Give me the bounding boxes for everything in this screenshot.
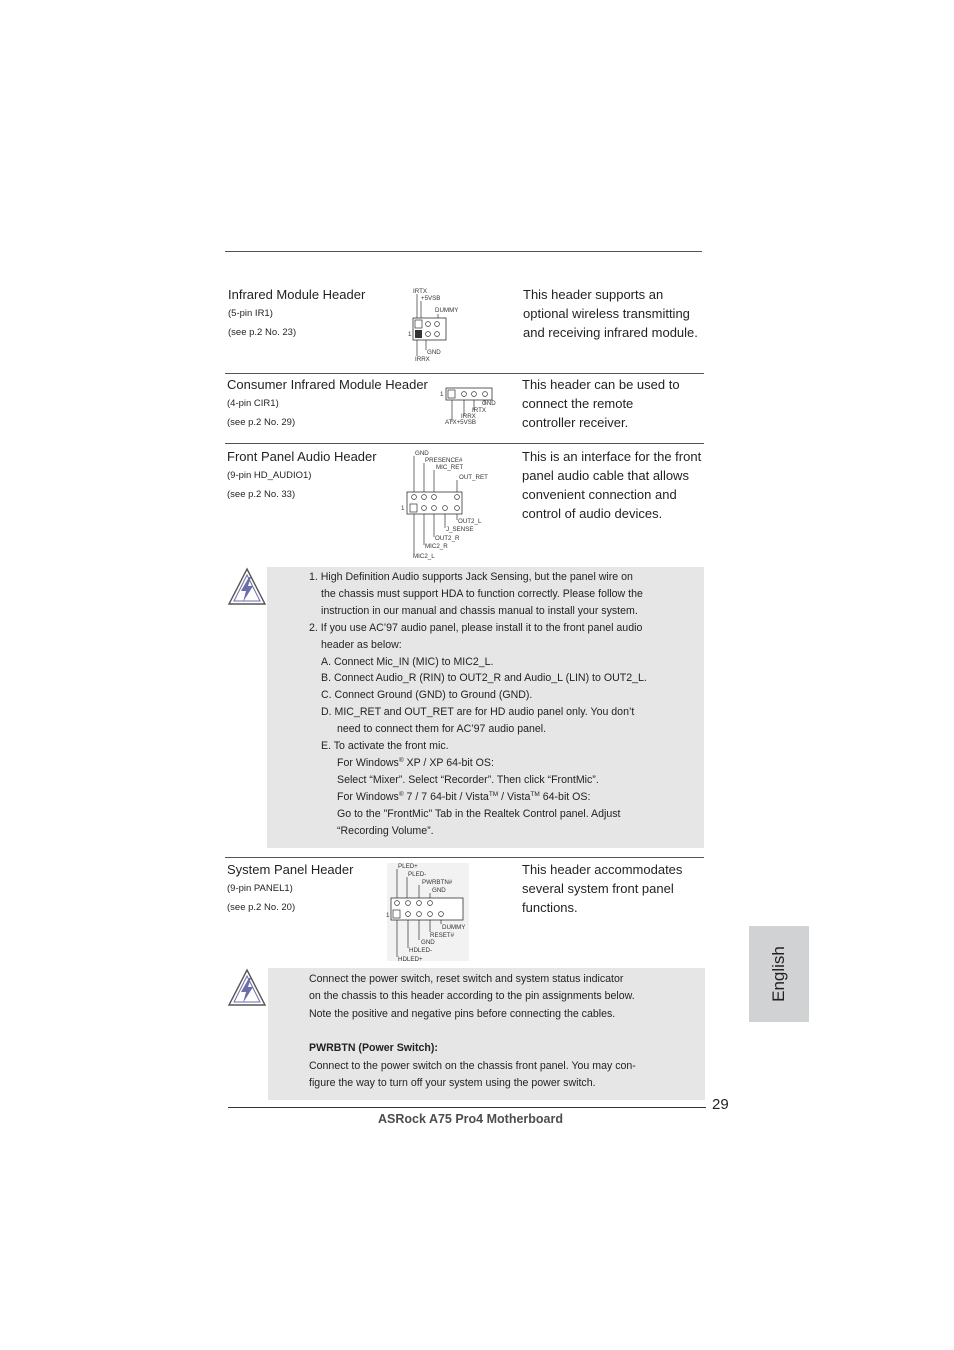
cir-header-desc <box>522 375 680 432</box>
pin-label: IRTX <box>413 288 427 295</box>
warning-triangle-icon <box>227 567 267 607</box>
desc-line: optional wireless transmitting <box>523 306 690 321</box>
desc-line: connect the remote <box>522 396 634 411</box>
note-line: E. To activate the front mic. <box>321 740 449 753</box>
desc-line: several system front panel <box>522 881 674 896</box>
note-line: on the chassis to this header according to the pin assignments below. <box>309 990 635 1003</box>
note-line <box>309 789 647 806</box>
note-line: C. Connect Ground (GND) to Ground (GND). <box>321 689 533 702</box>
pin-label: DUMMY <box>442 924 466 931</box>
note-line: 2. If you use AC’97 audio panel, please install it to the front panel audio <box>309 621 643 634</box>
trademark-mark: TM <box>530 790 540 798</box>
pin-label: GND <box>427 349 441 356</box>
top-rule <box>225 251 702 252</box>
cir-header-title: Consumer Infrared Module Header <box>227 377 428 392</box>
note-text: XP / XP 64-bit OS: <box>403 756 494 769</box>
panel-note-text <box>309 971 636 1092</box>
note-text: For Windows <box>337 790 399 803</box>
pin-label: PRESENCE# <box>425 457 463 464</box>
ir-header-desc <box>523 285 698 342</box>
language-tab-label: English <box>769 946 788 1002</box>
panel-pin-diagram <box>384 860 474 964</box>
desc-line: This header can be used to <box>522 377 680 392</box>
audio-header-ref: (see p.2 No. 33) <box>227 489 296 500</box>
ir-header-ref: (see p.2 No. 23) <box>228 327 297 338</box>
desc-line: This header supports an <box>523 287 664 302</box>
pin-label: OUT2_R <box>435 535 460 542</box>
pin-label: 1 <box>401 505 405 512</box>
panel-header-title: System Panel Header <box>227 862 354 877</box>
pin-label: OUT2_L <box>458 518 482 525</box>
section-rule <box>225 443 704 444</box>
page-number: 29 <box>712 1096 729 1113</box>
desc-line: This header accommodates <box>522 862 683 877</box>
ir-header-pins: (5-pin IR1) <box>228 308 273 319</box>
pin-label: IRTX <box>472 407 486 414</box>
pin-label: MIC2_L <box>413 553 435 560</box>
note-heading: PWRBTN (Power Switch): <box>309 1042 438 1055</box>
audio-header-desc <box>522 447 701 523</box>
warning-triangle-icon <box>227 968 267 1008</box>
cir-header-pins: (4-pin CIR1) <box>227 398 279 409</box>
note-text: 64-bit OS: <box>539 790 591 803</box>
desc-line: and receiving infrared module. <box>523 325 698 340</box>
note-line: D. MIC_RET and OUT_RET are for HD audio panel only. You don’t <box>321 706 635 719</box>
note-line: 1. High Definition Audio supports Jack Sensing, but the panel wire on <box>309 571 633 583</box>
section-rule <box>225 857 704 858</box>
note-spacer <box>309 1023 636 1040</box>
pin-label: J_SENSE <box>446 526 474 533</box>
cir-pin-diagram <box>438 384 504 430</box>
registered-mark: ® <box>398 790 404 798</box>
pin-label: PWRBTN# <box>422 879 453 886</box>
pin-label: MIC_RET <box>436 464 464 471</box>
desc-line: This is an interface for the front <box>522 449 702 464</box>
pin-label: DUMMY <box>435 307 459 314</box>
pin-label: 1 <box>386 912 390 919</box>
pin-label: HDLED+ <box>398 956 423 963</box>
audio-header-title: Front Panel Audio Header <box>227 449 377 464</box>
footer-rule <box>228 1107 706 1108</box>
ir-pin-diagram <box>405 284 475 364</box>
desc-line: convenient connection and <box>522 487 677 502</box>
pin-label: GND <box>482 400 496 407</box>
audio-note-text <box>309 569 647 840</box>
pin-label: MIC2_R <box>425 543 448 550</box>
footer-product-name: ASRock A75 Pro4 Motherboard <box>378 1112 563 1126</box>
note-line: Go to the "FrontMic" Tab in the Realtek Control panel. Adjust <box>337 807 621 820</box>
pin-label: +5VSB <box>421 295 441 302</box>
panel-header-desc <box>522 860 682 917</box>
desc-line: control of audio devices. <box>522 506 663 521</box>
pin-label: GND <box>415 450 429 457</box>
pin-label: IRRX <box>415 356 430 363</box>
pin-label: PLED- <box>408 871 427 878</box>
cir-header-ref: (see p.2 No. 29) <box>227 417 296 428</box>
note-line: Connect to the power switch on the chassis front panel. You may con- <box>309 1059 636 1072</box>
desc-line: controller receiver. <box>522 415 629 430</box>
note-text: For Windows <box>337 756 399 769</box>
trademark-mark: TM <box>488 790 499 798</box>
note-text: / Vista <box>498 790 531 803</box>
pin-label: GND <box>432 887 446 894</box>
note-line: figure the way to turn off your system using the power switch. <box>309 1077 596 1090</box>
section-rule <box>225 373 704 374</box>
note-line: instruction in our manual and chassis manual to install your system. <box>321 604 638 617</box>
pin-label: 1 <box>408 331 412 338</box>
pin-label: OUT_RET <box>459 474 488 481</box>
pin-label: PLED+ <box>398 863 418 870</box>
registered-mark: ® <box>398 756 404 764</box>
pin-label: RESET# <box>430 932 455 939</box>
note-line: Connect the power switch, reset switch and system status indicator <box>309 973 624 985</box>
desc-line: panel audio cable that allows <box>522 468 689 483</box>
note-line: header as below: <box>321 638 402 651</box>
panel-header-ref: (see p.2 No. 20) <box>227 902 296 913</box>
pin-label: IRRX <box>461 413 476 420</box>
pin-label: ATX+5VSB <box>445 419 477 426</box>
pin-label: HDLED- <box>409 947 433 954</box>
language-tab <box>749 926 809 1022</box>
note-line: need to connect them for AC’97 audio panel. <box>337 723 547 736</box>
ir-header-title: Infrared Module Header <box>228 287 366 302</box>
note-line: Note the positive and negative pins before connecting the cables. <box>309 1007 616 1020</box>
pin-label: 1 <box>440 391 444 398</box>
note-text: 7 / 7 64-bit / Vista <box>403 790 489 803</box>
pin-label: GND <box>421 939 435 946</box>
desc-line: functions. <box>522 900 578 915</box>
audio-header-pins: (9-pin HD_AUDIO1) <box>227 470 312 481</box>
note-line <box>309 755 647 772</box>
panel-header-pins: (9-pin PANEL1) <box>227 883 293 894</box>
audio-pin-diagram <box>398 448 498 562</box>
note-line: “Recording Volume”. <box>337 824 434 837</box>
note-line: B. Connect Audio_R (RIN) to OUT2_R and Audio_L (LIN) to OUT2_L. <box>321 672 647 685</box>
note-line: Select “Mixer”. Select “Recorder”. Then click “FrontMic”. <box>337 773 599 786</box>
note-line: A. Connect Mic_IN (MIC) to MIC2_L. <box>321 655 494 668</box>
note-line: the chassis must support HDA to function correctly. Please follow the <box>321 587 643 600</box>
